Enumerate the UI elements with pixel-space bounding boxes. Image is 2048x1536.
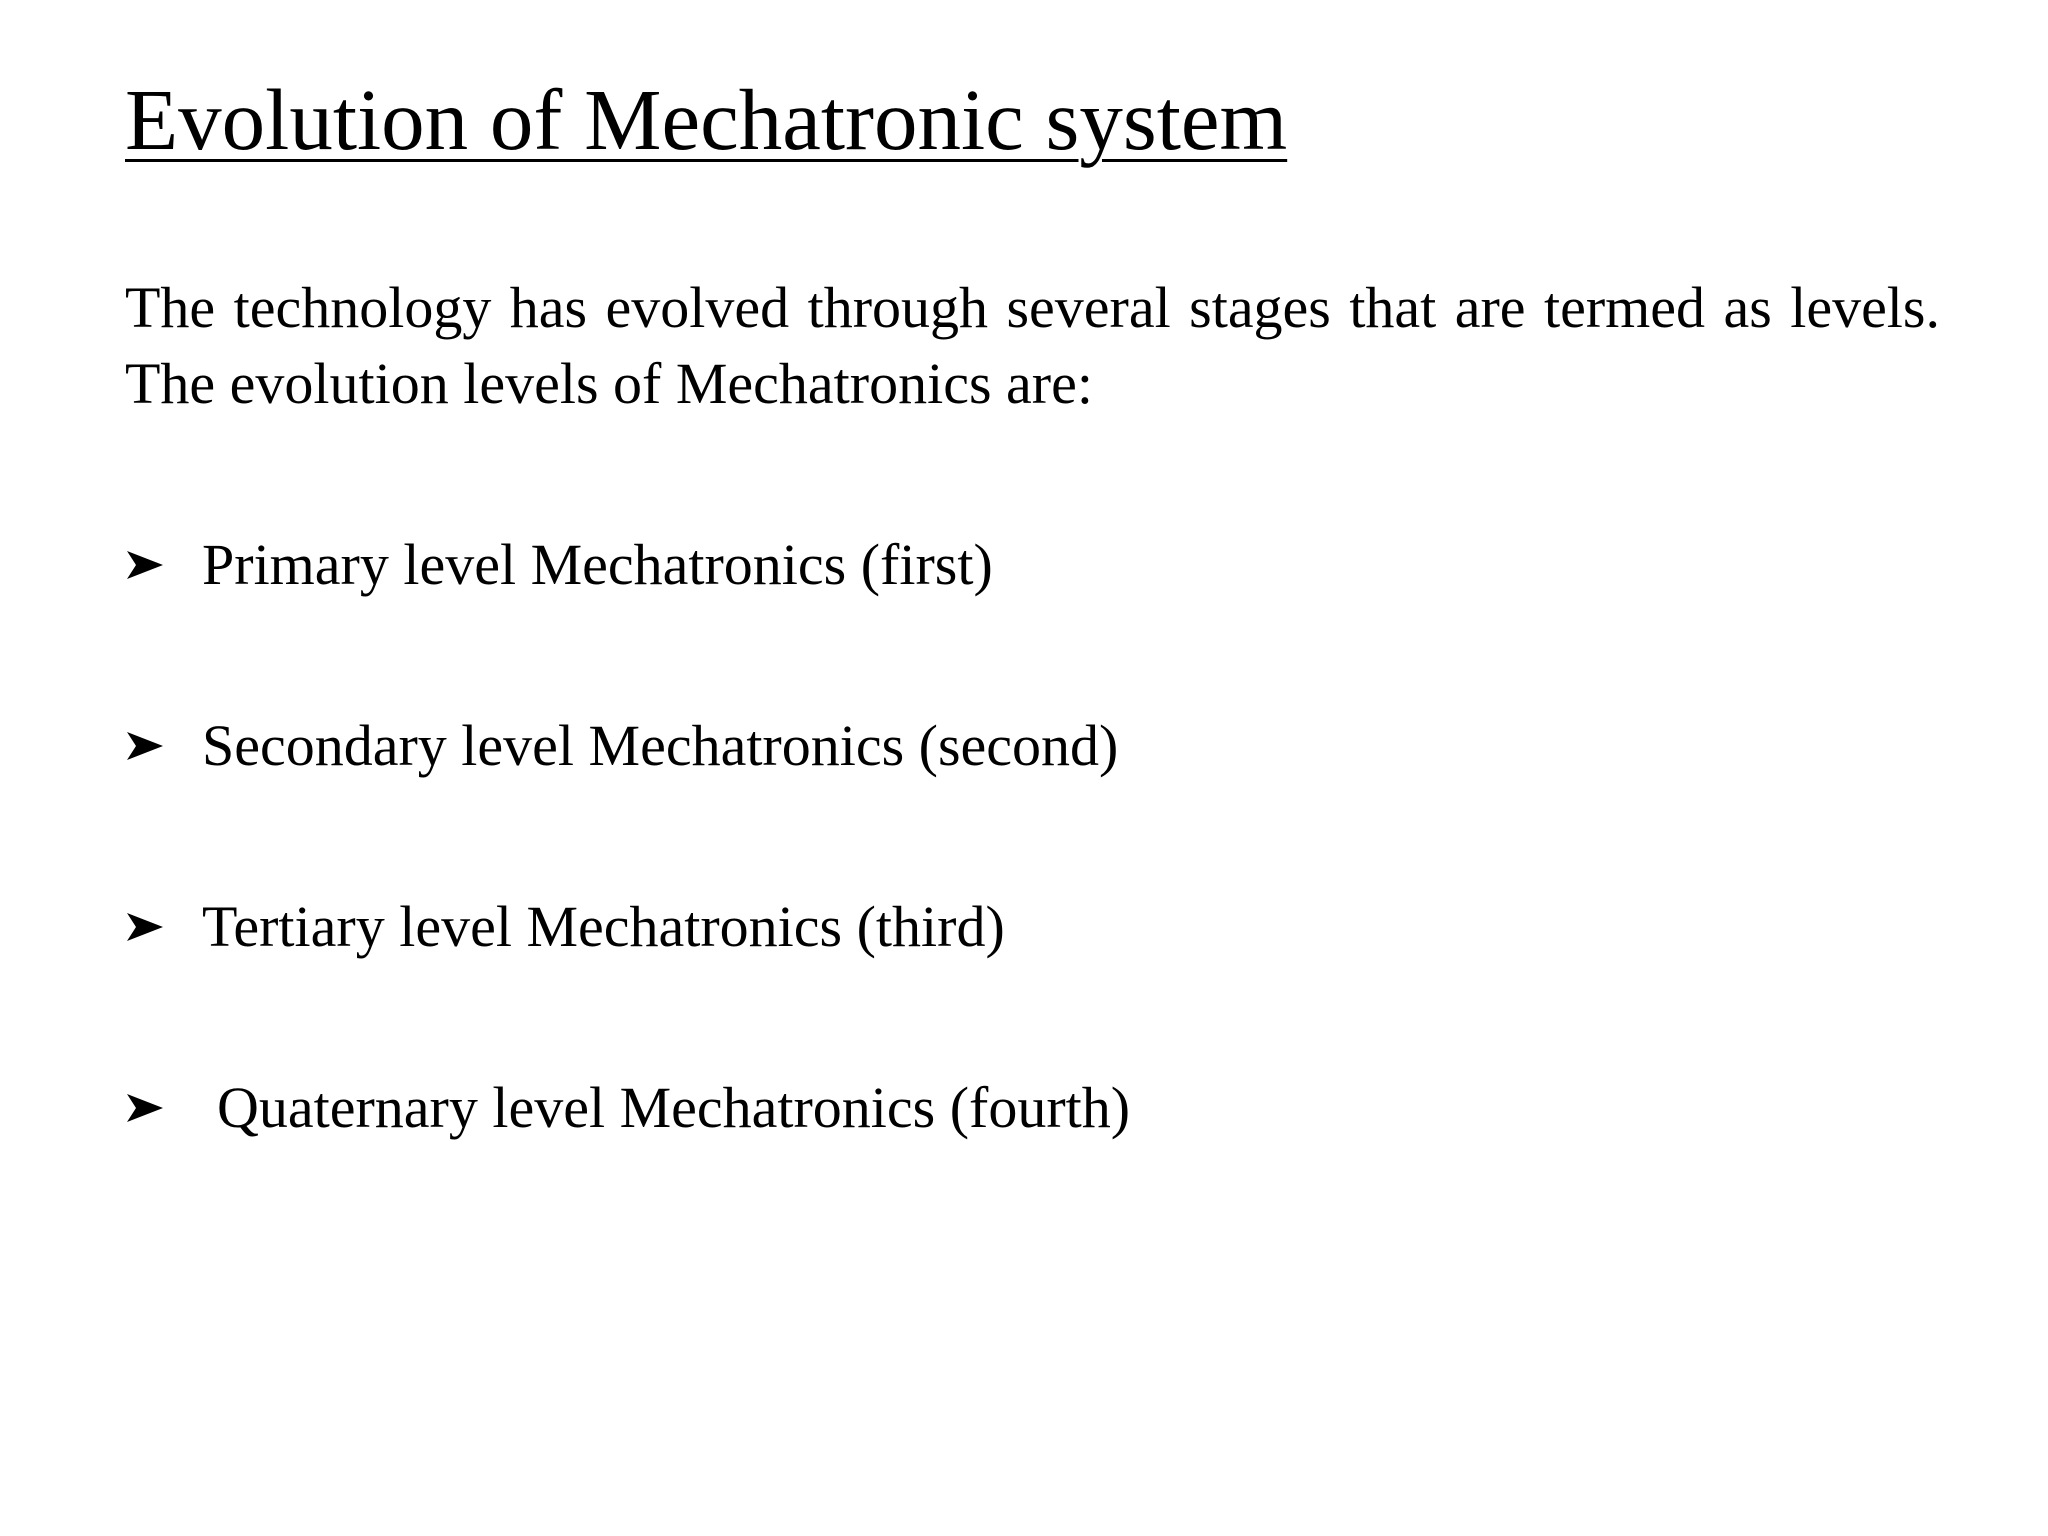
intro-paragraph: The technology has evolved through several stages that are termed as levels. The evolution levels of Mechatronics are:: [125, 275, 1940, 416]
slide-title: Evolution of Mechatronic system: [125, 71, 1288, 168]
arrowhead-bullet-icon: [125, 910, 165, 944]
arrowhead-bullet-icon: [125, 548, 165, 582]
level-label: Secondary level Mechatronics (second): [202, 713, 1119, 778]
level-label: Tertiary level Mechatronics (third): [202, 894, 1005, 959]
arrowhead-bullet-icon: [125, 729, 165, 763]
arrowhead-bullet-icon: [125, 1091, 165, 1125]
level-label: Quaternary level Mechatronics (fourth): [217, 1075, 1131, 1140]
level-label: Primary level Mechatronics (first): [202, 532, 993, 597]
